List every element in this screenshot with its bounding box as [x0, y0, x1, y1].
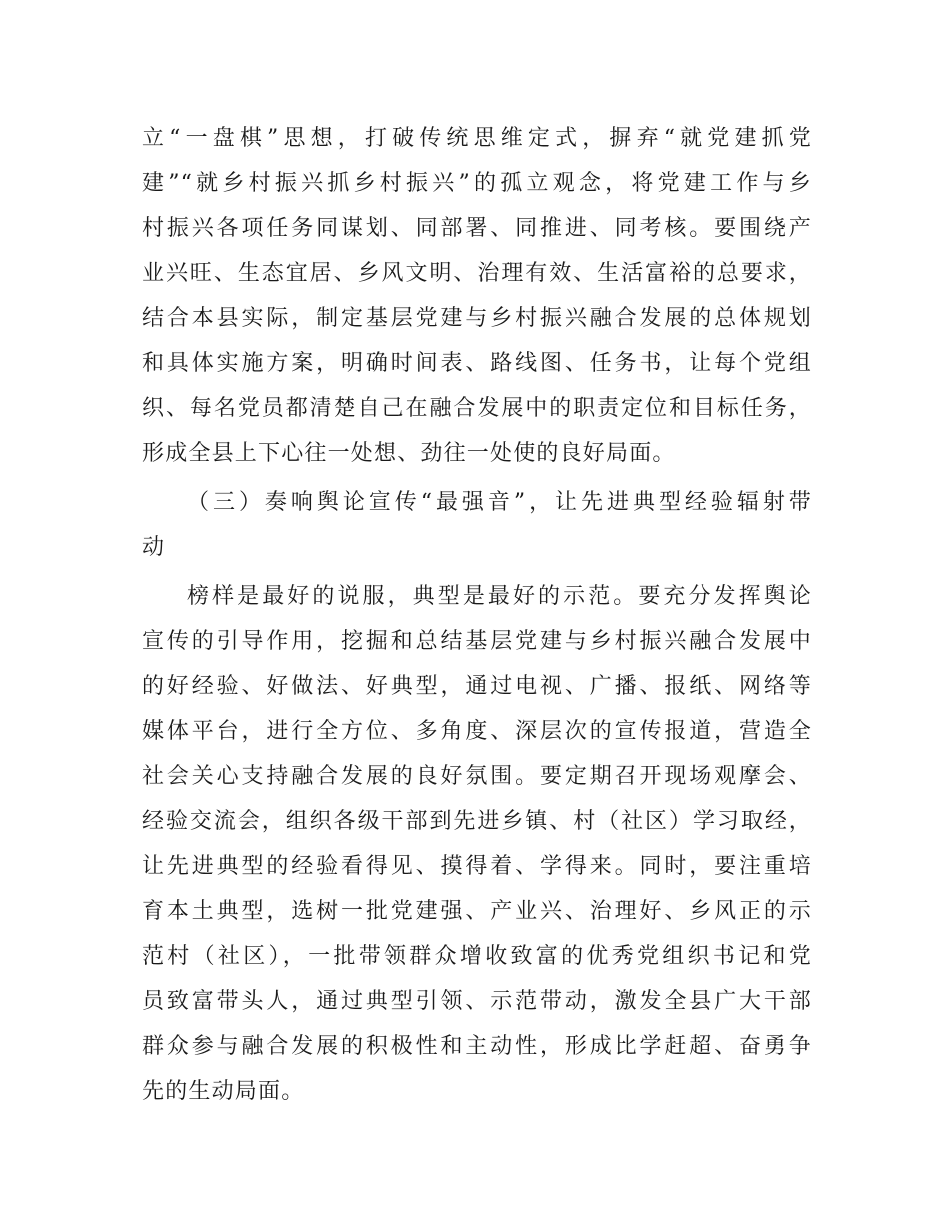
paragraph-line: 榜样是最好的说服，典型是最好的示范。要充分发挥舆论 [187, 584, 812, 609]
paragraph-line: 的好经验、好做法、好典型，通过电视、广播、报纸、网络等 [142, 674, 812, 699]
paragraph-continued [142, 116, 812, 476]
paragraph [142, 574, 812, 1114]
section-heading [142, 480, 812, 570]
paragraph-line: 员致富带头人，通过典型引领、示范带动，激发全县广大干部 [142, 989, 812, 1014]
paragraph-line: 经验交流会，组织各级干部到先进乡镇、村（社区）学习取经， [142, 809, 812, 834]
paragraph-line: 业兴旺、生态宜居、乡风文明、治理有效、生活富裕的总要求， [142, 261, 812, 286]
paragraph-line: 让先进典型的经验看得见、摸得着、学得来。同时，要注重培 [142, 854, 812, 879]
paragraph-line: 社会关心支持融合发展的良好氛围。要定期召开现场观摩会、 [142, 764, 812, 789]
paragraph-line: 结合本县实际，制定基层党建与乡村振兴融合发展的总体规划 [142, 306, 812, 331]
paragraph-line: 范村（社区），一批带领群众增收致富的优秀党组织书记和党 [142, 944, 812, 969]
paragraph-line: 媒体平台，进行全方位、多角度、深层次的宣传报道，营造全 [142, 719, 812, 744]
section-heading-line: （三）奏响舆论宣传“最强音”，让先进典型经验辐射带 [187, 490, 812, 515]
section-heading-line: 动 [142, 535, 166, 560]
paragraph-line: 建”“就乡村振兴抓乡村振兴”的孤立观念，将党建工作与乡 [142, 171, 812, 196]
paragraph-line: 村振兴各项任务同谋划、同部署、同推进、同考核。要围绕产 [142, 216, 812, 241]
paragraph-line: 先的生动局面。 [142, 1079, 305, 1104]
paragraph-line: 和具体实施方案，明确时间表、路线图、任务书，让每个党组 [142, 351, 812, 376]
paragraph-line: 织、每名党员都清楚自己在融合发展中的职责定位和目标任务， [142, 396, 812, 421]
paragraph-line: 群众参与融合发展的积极性和主动性，形成比学赶超、奋勇争 [142, 1034, 812, 1059]
paragraph-line: 宣传的引导作用，挖掘和总结基层党建与乡村振兴融合发展中 [142, 629, 812, 654]
paragraph-line: 育本土典型，选树一批党建强、产业兴、治理好、乡风正的示 [142, 899, 812, 924]
document-page [142, 116, 812, 1114]
paragraph-line: 形成全县上下心往一处想、劲往一处使的良好局面。 [142, 441, 676, 466]
paragraph-line: 立“一盘棋”思想，打破传统思维定式，摒弃“就党建抓党 [142, 126, 812, 151]
